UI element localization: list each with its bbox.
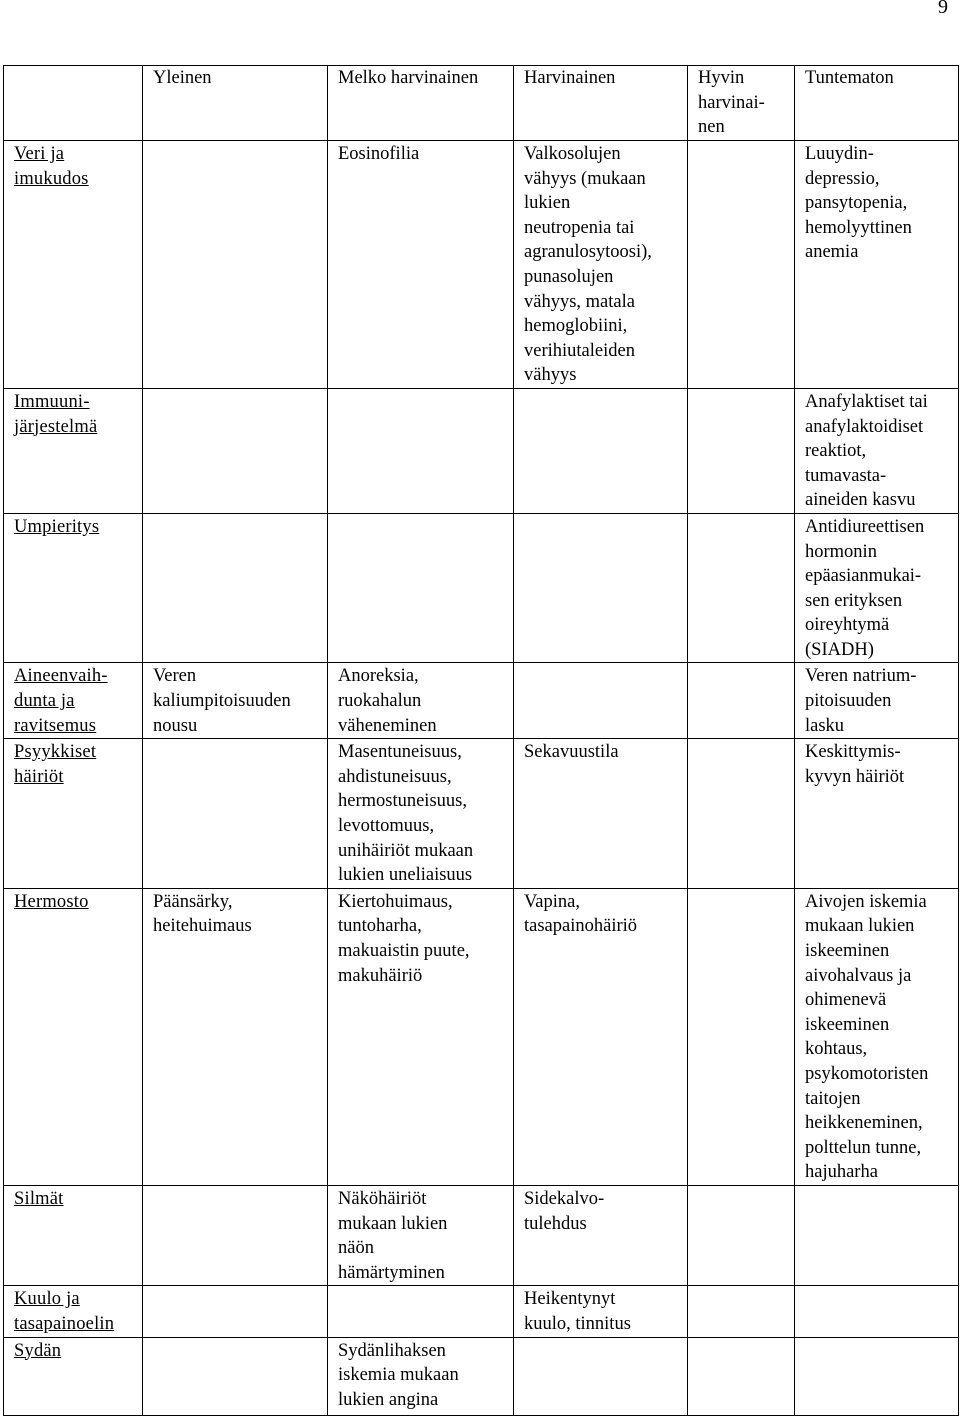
- table-cell: Näköhäiriöt mukaan lukien näön hämärtyminen: [328, 1185, 514, 1285]
- table-cell: [514, 513, 688, 663]
- header-hyvin-harvinainen: Hyvin harvinai- nen: [688, 66, 795, 141]
- system-organ-class-cell: Aineenvaih- dunta ja ravitsemus: [4, 663, 143, 739]
- table-cell: Sekavuustila: [514, 739, 688, 889]
- table-cell: [143, 513, 328, 663]
- table-cell: [688, 141, 795, 389]
- table-cell: Anafylaktiset tai anafylaktoidiset reaktiot, tumavasta- aineiden kasvu: [795, 388, 959, 513]
- table-header-row: [4, 66, 959, 141]
- table-cell: Antidiureettisen hormonin epäasianmukai- sen erityksen oireyhtymä (SIADH): [795, 513, 959, 663]
- table-cell: [143, 1185, 328, 1285]
- table-cell: Eosinofilia: [328, 141, 514, 389]
- header-melko-harvinainen: Melko harvinainen: [328, 66, 514, 141]
- table-cell: [688, 739, 795, 889]
- table-cell: Veren kaliumpitoisuuden nousu: [143, 663, 328, 739]
- header-tuntematon: Tuntematon: [795, 66, 959, 141]
- table-cell: [795, 1185, 959, 1285]
- table-cell: [328, 1286, 514, 1337]
- table-cell: Anoreksia, ruokahalun väheneminen: [328, 663, 514, 739]
- page-number: 9: [938, 0, 948, 18]
- system-organ-class-cell: Veri ja imukudos: [4, 141, 143, 389]
- table-cell: Masentuneisuus, ahdistuneisuus, hermostuneisuus, levottomuus, unihäiriöt mukaan lukien uneliaisuus: [328, 739, 514, 889]
- system-organ-class-cell: Psyykkiset häiriöt: [4, 739, 143, 889]
- table-cell: Veren natrium- pitoisuuden lasku: [795, 663, 959, 739]
- table-row: [4, 739, 959, 889]
- table-row: [4, 141, 959, 389]
- table-cell: [795, 1337, 959, 1415]
- header-yleinen: Yleinen: [143, 66, 328, 141]
- header-blank-cell: [4, 66, 143, 141]
- table-cell: [143, 739, 328, 889]
- table-cell: [688, 663, 795, 739]
- system-organ-class-cell: Silmät: [4, 1185, 143, 1285]
- table-cell: [143, 1337, 328, 1415]
- table-cell: Sidekalvo- tulehdus: [514, 1185, 688, 1285]
- table-cell: [514, 1337, 688, 1415]
- table-row: [4, 1286, 959, 1337]
- table-cell: [688, 888, 795, 1185]
- table-cell: [143, 388, 328, 513]
- table-cell: [688, 513, 795, 663]
- table-row: [4, 663, 959, 739]
- table-row: [4, 1185, 959, 1285]
- table-cell: Päänsärky, heitehuimaus: [143, 888, 328, 1185]
- header-harvinainen: Harvinainen: [514, 66, 688, 141]
- table-cell: [514, 663, 688, 739]
- table-cell: Kiertohuimaus, tuntoharha, makuaistin puute, makuhäiriö: [328, 888, 514, 1185]
- adverse-effects-table: [3, 65, 959, 1416]
- table-cell: Valkosolujen vähyys (mukaan lukien neutropenia tai agranulosytoosi), punasolujen vähyys, matala hemoglobiini, verihiutaleiden vähyys: [514, 141, 688, 389]
- table-cell: Vapina, tasapainohäiriö: [514, 888, 688, 1185]
- table-cell: [328, 513, 514, 663]
- table-cell: [328, 388, 514, 513]
- table-cell: [143, 141, 328, 389]
- system-organ-class-cell: Kuulo ja tasapainoelin: [4, 1286, 143, 1337]
- system-organ-class-cell: Hermosto: [4, 888, 143, 1185]
- table-cell: [795, 1286, 959, 1337]
- table-cell: [688, 1337, 795, 1415]
- table-cell: [688, 1286, 795, 1337]
- table-cell: [688, 388, 795, 513]
- table-row: [4, 388, 959, 513]
- table-cell: Heikentynyt kuulo, tinnitus: [514, 1286, 688, 1337]
- table-cell: Keskittymis- kyvyn häiriöt: [795, 739, 959, 889]
- table-row: [4, 513, 959, 663]
- table-cell: Aivojen iskemia mukaan lukien iskeeminen aivohalvaus ja ohimenevä iskeeminen kohtaus, psykomotoristen taitojen heikkeneminen, polttelun tunne, hajuharha: [795, 888, 959, 1185]
- system-organ-class-cell: Sydän: [4, 1337, 143, 1415]
- system-organ-class-cell: Umpieritys: [4, 513, 143, 663]
- table-cell: [514, 388, 688, 513]
- system-organ-class-cell: Immuuni- järjestelmä: [4, 388, 143, 513]
- table-cell: Sydänlihaksen iskemia mukaan lukien angina: [328, 1337, 514, 1415]
- table-cell: [688, 1185, 795, 1285]
- table-row: [4, 1337, 959, 1415]
- table-row: [4, 888, 959, 1185]
- table-cell: Luuydin- depressio, pansytopenia, hemolyyttinen anemia: [795, 141, 959, 389]
- table-cell: [143, 1286, 328, 1337]
